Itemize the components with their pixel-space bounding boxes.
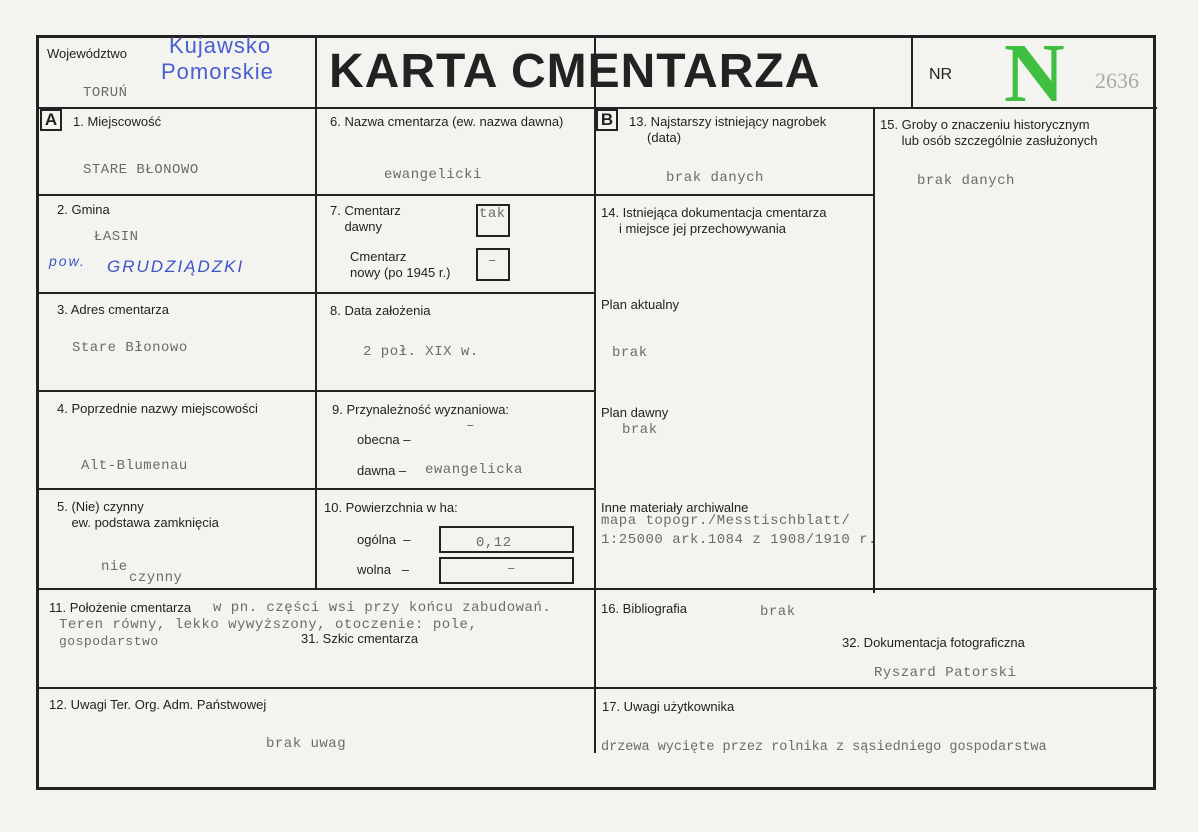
inne-value-2: 1:25000 ark.1084 z 1908/1910 r. — [601, 532, 877, 548]
inne-label: Inne materiały archiwalne — [601, 500, 749, 515]
field-7-dawny-value: tak — [479, 206, 506, 222]
field-7-dawny-label: 7. Cmentarz dawny — [330, 203, 401, 234]
divider — [39, 687, 1157, 689]
field-5-label: 5. (Nie) czynny ew. podstawa zamknięcia — [57, 499, 219, 530]
field-10-ogolna-value: 0,12 — [476, 535, 512, 551]
field-9-obecna-label: obecna – — [357, 432, 411, 447]
field-16-label: 16. Bibliografia — [601, 601, 687, 616]
field-13-label: 13. Najstarszy istniejący nagrobek (data) — [629, 114, 827, 145]
field-12-label: 12. Uwagi Ter. Org. Adm. Państwowej — [49, 697, 267, 712]
field-7-nowy-value: – — [488, 253, 497, 269]
field-11-value-3: gospodarstwo — [59, 634, 159, 649]
field-9-dawna-label: dawna – — [357, 463, 407, 478]
field-15-value: brak danych — [917, 173, 1015, 189]
field-2-handwritten: GRUDZIĄDZKI — [107, 257, 245, 276]
cemetery-card — [36, 27, 1156, 790]
field-2-pow: pow. — [49, 253, 86, 269]
field-11-value-1: w pn. części wsi przy końcu zabudowań. — [213, 600, 552, 616]
divider — [39, 588, 1157, 590]
field-31-label: 31. Szkic cmentarza — [301, 631, 419, 646]
field-2-label: 2. Gmina — [57, 202, 110, 217]
field-4-label: 4. Poprzednie nazwy miejscowości — [57, 401, 258, 416]
field-11-value-2: Teren równy, lekko wywyższony, otoczenie: pole, — [59, 617, 478, 633]
field-32-value: Ryszard Patorski — [874, 665, 1017, 681]
field-3-label: 3. Adres cmentarza — [57, 302, 169, 317]
region-value: TORUŃ — [83, 85, 128, 101]
field-5-value-a: nie — [101, 559, 128, 575]
card-title: KARTA CMENTARZA — [329, 45, 821, 98]
field-3-value: Stare Błonowo — [72, 340, 188, 356]
field-4-value: Alt-Blumenau — [81, 458, 188, 474]
field-9-obecna-value: – — [466, 418, 475, 434]
section-b-marker: B — [596, 109, 618, 131]
field-10-label: 10. Powierzchnia w ha: — [324, 500, 458, 515]
field-32-label: 32. Dokumentacja fotograficzna — [842, 635, 1025, 650]
field-1-label: 1. Miejscowość — [73, 114, 162, 129]
field-12-value: brak uwag — [266, 736, 347, 752]
divider — [39, 390, 594, 392]
divider — [594, 38, 596, 753]
field-5-value-b: czynny — [129, 570, 183, 586]
field-16-value: brak — [760, 604, 796, 620]
field-8-value: 2 poł. XIX w. — [363, 344, 479, 360]
field-13-value: brak danych — [666, 170, 764, 186]
field-17-label: 17. Uwagi użytkownika — [602, 699, 735, 714]
nr-stamp-letter: N — [1004, 27, 1065, 120]
field-7-nowy-label: Cmentarz nowy (po 1945 r.) — [350, 249, 451, 280]
divider — [873, 109, 875, 593]
field-14-label: 14. Istniejąca dokumentacja cmentarza i miejsce jej przechowywania — [601, 205, 827, 236]
field-8-label: 8. Data założenia — [330, 303, 431, 318]
field-10-wolna-label: wolna – — [357, 562, 410, 577]
section-a-marker: A — [40, 109, 62, 131]
divider — [39, 292, 594, 294]
nr-label: NR — [929, 66, 953, 83]
divider — [911, 38, 913, 109]
plan-dawny-label: Plan dawny — [601, 405, 669, 420]
plan-aktualny-label: Plan aktualny — [601, 297, 680, 312]
field-15-label: 15. Groby o znaczeniu historycznym lub osób szczególnie zasłużonych — [880, 117, 1098, 148]
inne-value-1: mapa topogr./Messtischblatt/ — [601, 513, 851, 529]
field-6-value: ewangelicki — [384, 167, 482, 183]
wojewodztwo-label: Województwo — [47, 46, 127, 61]
field-10-ogolna-label: ogólna – — [357, 532, 411, 547]
field-9-label: 9. Przynależność wyznaniowa: — [332, 402, 510, 417]
divider — [39, 194, 873, 196]
divider — [39, 488, 594, 490]
field-1-value: STARE BŁONOWO — [83, 162, 199, 178]
field-9-dawna-value: ewangelicka — [425, 462, 523, 478]
nr-value: 2636 — [1095, 68, 1139, 93]
plan-dawny-value: brak — [622, 422, 658, 438]
province-stamp-line2: Pomorskie — [161, 59, 274, 84]
field-17-value: drzewa wycięte przez rolnika z sąsiedniego gospodarstwa — [601, 740, 1047, 755]
field-11-label: 11. Położenie cmentarza — [49, 600, 192, 615]
field-10-wolna-value: – — [507, 561, 516, 577]
province-stamp-line1: Kujawsko — [169, 33, 272, 58]
plan-aktualny-value: brak — [612, 345, 648, 361]
divider — [315, 38, 317, 589]
field-2-value: ŁASIN — [94, 229, 139, 245]
field-6-label: 6. Nazwa cmentarza (ew. nazwa dawna) — [330, 114, 564, 129]
